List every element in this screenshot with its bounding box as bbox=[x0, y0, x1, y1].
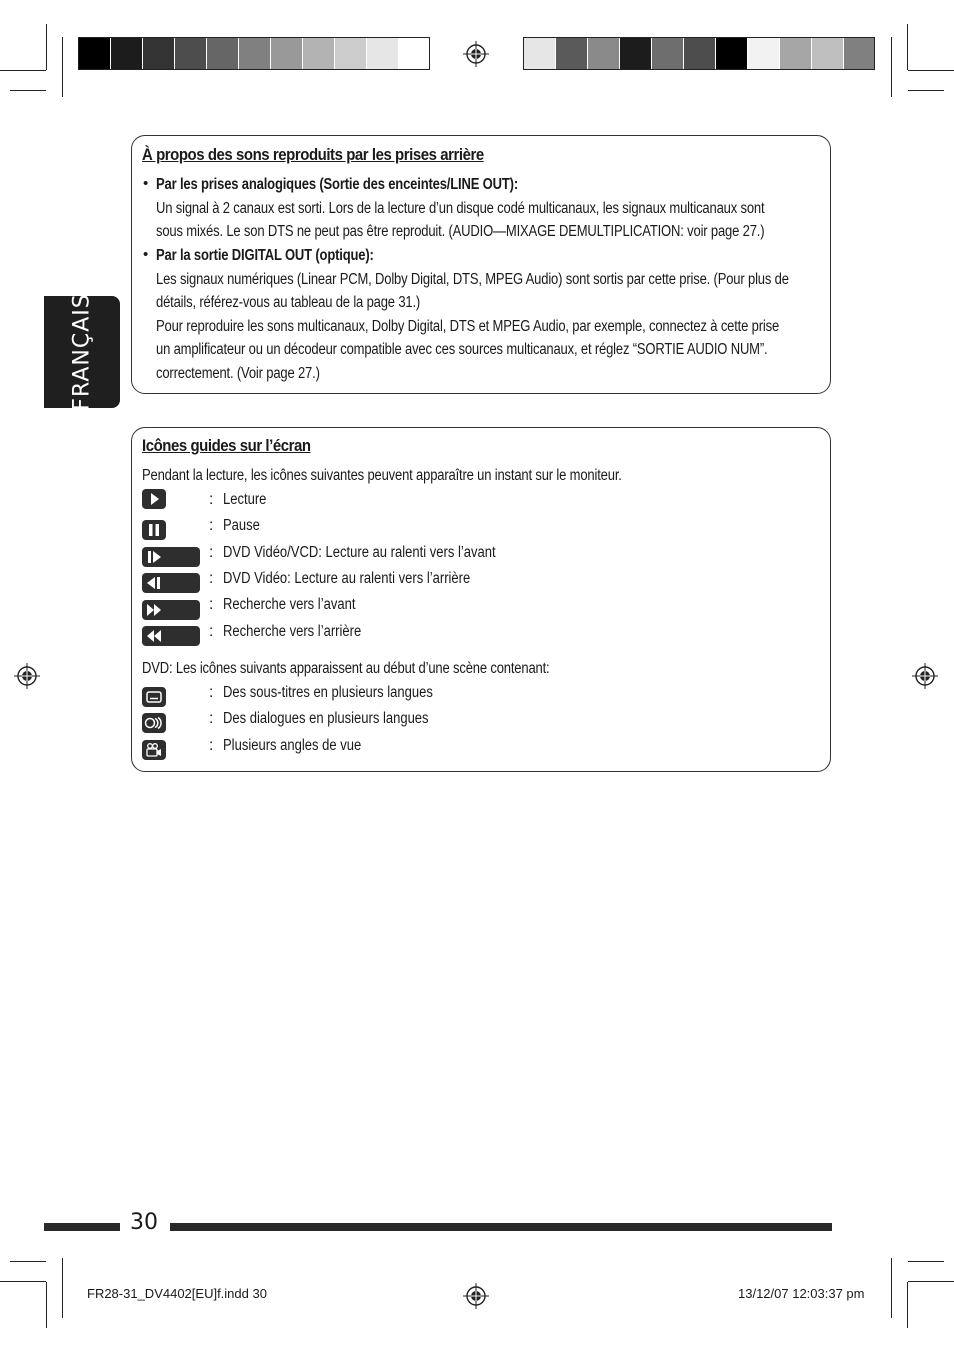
icon-label: Des sous-titres en plusieurs langues bbox=[223, 684, 433, 701]
paragraph-line: correctement. (Voir page 27.) bbox=[156, 365, 320, 382]
paragraph-line: Pour reproduire les sons multicanaux, Dolby Digital, DTS et MPEG Audio, par exemple, connectez à cette prise bbox=[156, 318, 780, 335]
page-number: 30 bbox=[130, 1210, 158, 1235]
section-title: À propos des sons reproduits par les prises arrière bbox=[142, 145, 484, 164]
separator-colon: : bbox=[209, 570, 214, 587]
slow-forward-icon bbox=[142, 547, 200, 567]
icon-label: Recherche vers l’arrière bbox=[223, 623, 362, 640]
bullet-marker: • bbox=[143, 175, 149, 192]
paragraph-line: Les signaux numériques (Linear PCM, Dolby Digital, DTS, MPEG Audio) sont sortis par cette prise. (Pour plus de bbox=[156, 271, 789, 288]
separator-colon: : bbox=[209, 491, 214, 508]
paragraph-line: sous mixés. Le son DTS ne peut pas être reproduit. (AUDIO—MIXAGE DEMULTIPLICATION: voir page 27.) bbox=[156, 223, 765, 240]
icon-label: Pause bbox=[223, 517, 260, 534]
registration-mark-icon bbox=[463, 41, 489, 67]
camera-angle-icon bbox=[142, 740, 166, 760]
bullet-heading: Par les prises analogiques (Sortie des enceintes/LINE OUT): bbox=[156, 176, 519, 193]
footer-rule-right bbox=[170, 1223, 832, 1231]
play-icon bbox=[142, 489, 166, 509]
section-title: Icônes guides sur l’écran bbox=[142, 436, 311, 455]
registration-mark-icon bbox=[14, 663, 40, 689]
grayscale-bar-right bbox=[523, 37, 875, 70]
registration-mark-icon bbox=[912, 663, 938, 689]
bullet-marker: • bbox=[143, 246, 149, 263]
icon-label: Des dialogues en plusieurs langues bbox=[223, 710, 429, 727]
pause-icon bbox=[142, 520, 166, 540]
separator-colon: : bbox=[209, 623, 214, 640]
fast-forward-icon bbox=[142, 600, 200, 620]
language-tab-label: FRANÇAIS bbox=[69, 293, 95, 411]
registration-mark-icon bbox=[463, 1283, 489, 1309]
footer-rule-left bbox=[44, 1223, 120, 1231]
grayscale-bar-left bbox=[78, 37, 430, 70]
separator-colon: : bbox=[209, 710, 214, 727]
paragraph-line: détails, référez-vous au tableau de la page 31.) bbox=[156, 294, 421, 311]
rear-output-box bbox=[131, 135, 831, 394]
icon-label: DVD Vidéo: Lecture au ralenti vers l’arrière bbox=[223, 570, 471, 587]
icon-label: Lecture bbox=[223, 491, 267, 508]
slow-reverse-icon bbox=[142, 573, 200, 593]
bullet-heading: Par la sortie DIGITAL OUT (optique): bbox=[156, 247, 374, 264]
icon-label: DVD Vidéo/VCD: Lecture au ralenti vers l’avant bbox=[223, 544, 496, 561]
audio-language-icon bbox=[142, 713, 166, 733]
separator-colon: : bbox=[209, 517, 214, 534]
fast-reverse-icon bbox=[142, 626, 200, 646]
separator-colon: : bbox=[209, 737, 214, 754]
separator-colon: : bbox=[209, 684, 214, 701]
file-info: FR28-31_DV4402[EU]f.indd 30 bbox=[87, 1286, 267, 1301]
separator-colon: : bbox=[209, 596, 214, 613]
icon-label: Recherche vers l’avant bbox=[223, 596, 356, 613]
screen-icons-box bbox=[131, 427, 831, 772]
language-tab bbox=[44, 293, 120, 411]
subtitle-icon bbox=[142, 687, 166, 707]
icon-label: Plusieurs angles de vue bbox=[223, 737, 362, 754]
paragraph-line: un amplificateur ou un décodeur compatible avec ces sources multicanaux, et réglez “SORTIE AUDIO NUM”. bbox=[156, 341, 768, 358]
dvd-intro-text: DVD: Les icônes suivants apparaissent au début d’une scène contenant: bbox=[142, 660, 550, 677]
print-timestamp: 13/12/07 12:03:37 pm bbox=[738, 1286, 865, 1301]
separator-colon: : bbox=[209, 544, 214, 561]
intro-text: Pendant la lecture, les icônes suivantes peuvent apparaître un instant sur le moniteur. bbox=[142, 467, 622, 484]
paragraph-line: Un signal à 2 canaux est sorti. Lors de la lecture d’un disque codé multicanaux, les signaux multicanaux sont bbox=[156, 200, 765, 217]
